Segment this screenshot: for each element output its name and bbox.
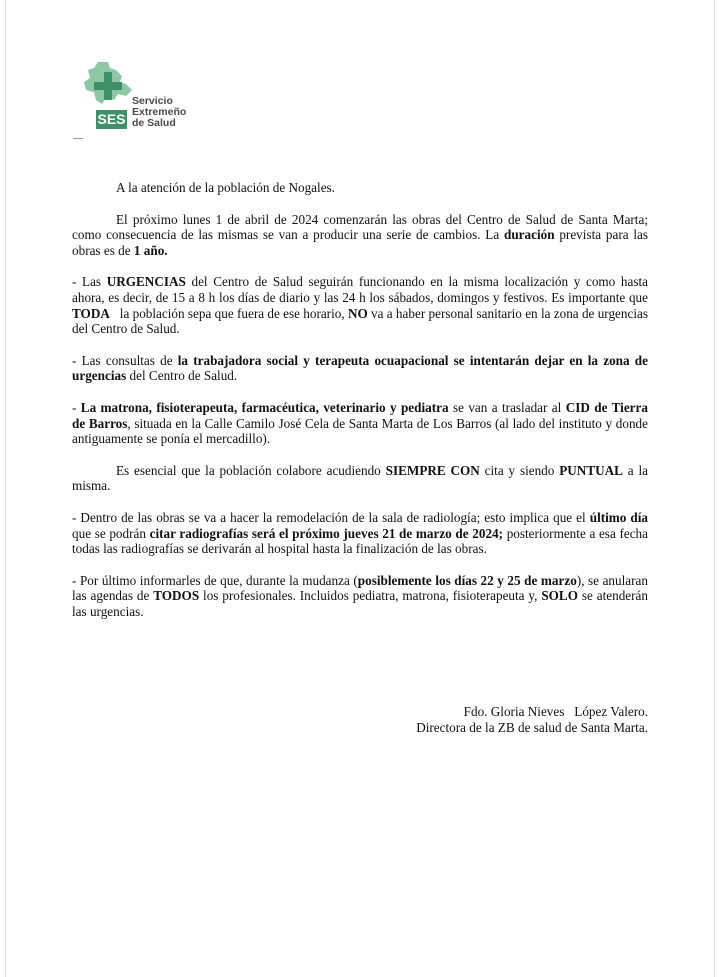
- text-run: se van a trasladar al: [448, 399, 566, 415]
- bold-moving-dates: posiblemente los días 22 y 25 de marzo: [357, 572, 577, 588]
- text-run: , situada en la Calle Camilo José Cela de Santa Marta de Los Barros (al lado del instituto y donde antiguamente se ponía el mercadillo).: [72, 415, 648, 447]
- paragraph-social-worker: [72, 353, 648, 384]
- text-run: ), se anularan las agendas de: [72, 572, 648, 604]
- text-run: prevista para las obras es de: [72, 227, 648, 258]
- paragraph-emergencies: [72, 274, 648, 336]
- salutation: A la atención de la población de Nogales.: [116, 180, 335, 195]
- logo-line-3: de Salud: [132, 117, 176, 129]
- text-run: la población sepa que fuera de ese horario,: [109, 305, 348, 321]
- page-edge-left: [5, 0, 6, 977]
- paragraph-radiology: [72, 510, 648, 557]
- text-run: los profesionales. Incluidos pediatra, matrona, fisioterapeuta y,: [199, 588, 542, 604]
- bold-staff-list: La matrona, fisioterapeuta, farmacéutica, veterinario y pediatra: [80, 399, 449, 415]
- bold-puntual: PUNTUAL: [559, 462, 623, 478]
- text-run: - Por último informarles de que, durante la mudanza (: [72, 572, 358, 588]
- bold-no: NO: [347, 305, 368, 321]
- bold-cid: CID de Tierra de Barros: [72, 399, 648, 431]
- bold-duration: duración: [504, 227, 555, 243]
- bold-urgencias: URGENCIAS: [106, 274, 186, 290]
- bold-todos: TODOS: [153, 588, 200, 604]
- text-run: que se podrán: [72, 525, 150, 541]
- text-run: se atenderán las urgencias.: [72, 588, 648, 619]
- text-run: a la misma.: [72, 462, 648, 494]
- bold-one-year: 1 año.: [133, 242, 168, 258]
- bold-last-day: último día: [589, 509, 648, 525]
- signature-name: Fdo. Gloria Nieves López Valero.: [463, 704, 648, 719]
- text-run: - Las consultas de: [72, 352, 178, 368]
- bold-siempre-con: SIEMPRE CON: [385, 462, 480, 478]
- ses-logo: [82, 60, 212, 136]
- bold-radiology-date: citar radiografías será el próximo jueves 21 de marzo de 2024;: [149, 525, 504, 541]
- logo-line-1: Servicio: [132, 95, 173, 107]
- logo-line-2: Extremeño: [132, 106, 187, 118]
- text-run: El próximo lunes 1 de abril de 2024 comenzarán las obras del Centro de Salud de Santa Marta; como consecuencia de las mismas se van a producir una serie de cambios. La: [72, 211, 648, 243]
- page-edge-right: [714, 0, 715, 977]
- ses-badge: SES: [97, 111, 126, 127]
- bold-toda: TODA: [72, 305, 110, 321]
- text-run: - Las: [72, 274, 107, 290]
- header-mark: [73, 138, 83, 139]
- paragraph-works-start: [72, 212, 648, 259]
- text-run: -: [72, 399, 81, 415]
- bold-solo: SOLO: [541, 588, 578, 604]
- text-run: cita y siendo: [479, 462, 560, 478]
- text-run: Es esencial que la población colabore acudiendo: [116, 462, 386, 478]
- bold-social-worker: la trabajadora social y terapeuta ocuapacional se intentarán dejar en la zona de urgencias: [72, 352, 648, 384]
- cross-shape-icon: [82, 60, 134, 112]
- text-run: - Dentro de las obras se va a hacer la remodelación de la sala de radiología; esto implica que el: [72, 509, 590, 525]
- signature-block: [370, 704, 648, 736]
- paragraph-relocation: [72, 400, 648, 447]
- text-run: posteriormente a esa fecha todas las radiografías se derivarán al hospital hasta la finalización de las obras.: [72, 525, 648, 557]
- paragraph-moving: [72, 573, 648, 620]
- text-run: va a haber personal sanitario en la zona de urgencias del Centro de Salud.: [72, 305, 648, 337]
- logo-wordmark: [132, 96, 186, 129]
- paragraph-appointments: [72, 463, 648, 494]
- signature-title: Directora de la ZB de salud de Santa Marta.: [416, 720, 648, 735]
- text-run: del Centro de Salud seguirán funcionando en la misma localización y como hasta ahora, es decir, de 15 a 8 h los días de diario y las 24 h los sábados, domingos y festivos. Es importante que: [72, 274, 648, 305]
- text-run: del Centro de Salud.: [126, 368, 238, 384]
- letter-body: [72, 180, 648, 635]
